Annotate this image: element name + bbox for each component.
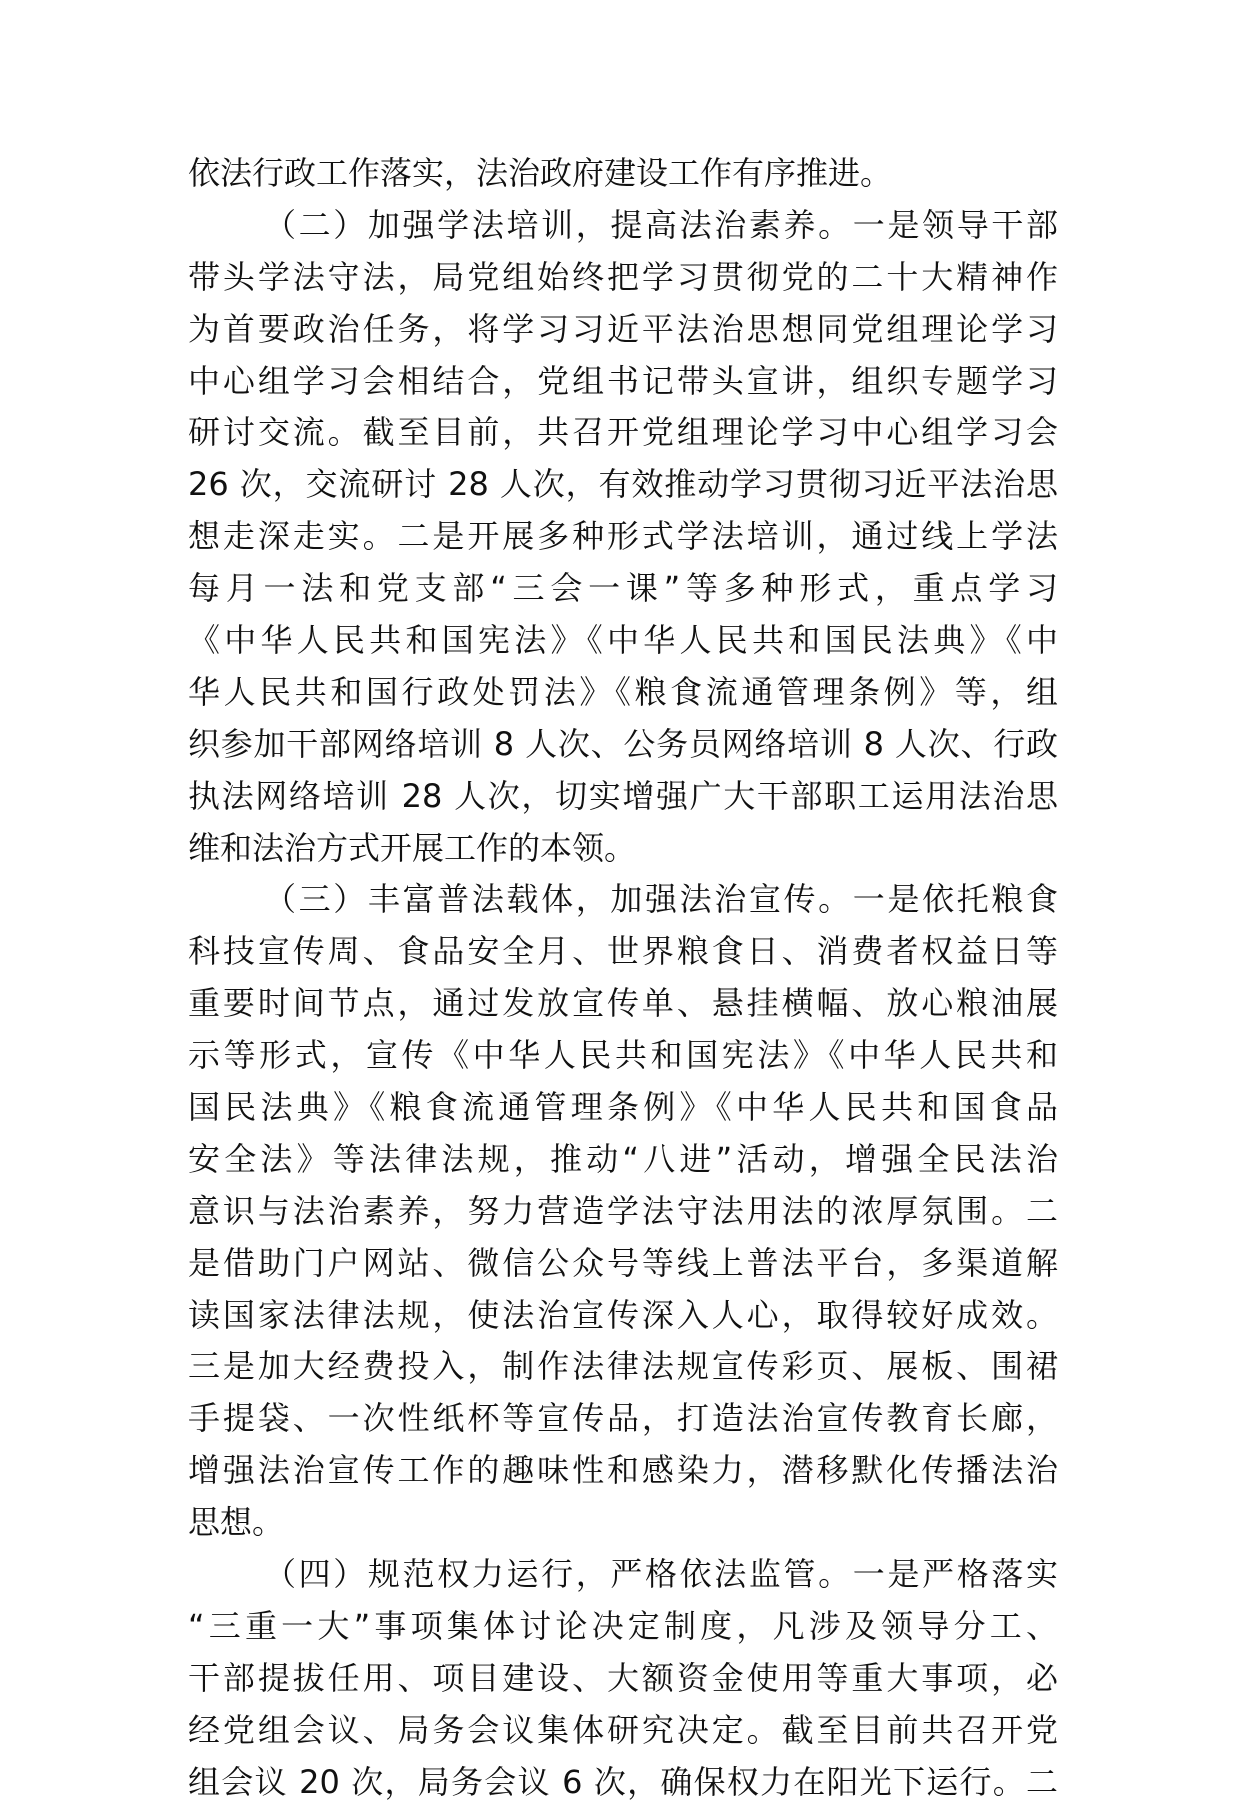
text-line: 增强法治宣传工作的趣味性和感染力，潜移默化传播法治: [188, 1451, 1058, 1490]
text-line: 组会议 20 次，局务会议 6 次，确保权力在阳光下运行。二: [188, 1762, 1058, 1801]
text-line: 带头学法守法，局党组始终把学习贯彻党的二十大精神作: [188, 257, 1058, 296]
text-line: 织参加干部网络培训 8 人次、公务员网络培训 8 人次、行政: [188, 724, 1058, 763]
text-line: 为首要政治任务，将学习习近平法治思想同党组理论学习: [188, 309, 1058, 348]
text-line: 华人民共和国行政处罚法》《粮食流通管理条例》等，组: [188, 672, 1058, 711]
text-line: 思想。: [188, 1503, 285, 1542]
text-line: 执法网络培训 28 人次，切实增强广大干部职工运用法治思: [188, 776, 1058, 815]
text-line: 重要时间节点，通过发放宣传单、悬挂横幅、放心粮油展: [188, 984, 1058, 1023]
text-line: 26 次，交流研讨 28 人次，有效推动学习贯彻习近平法治思: [188, 465, 1058, 504]
text-line: 干部提拔任用、项目建设、大额资金使用等重大事项，必: [188, 1658, 1058, 1697]
text-line: 科技宣传周、食品安全月、世界粮食日、消费者权益日等: [188, 932, 1058, 971]
text-line: 示等形式，宣传《中华人民共和国宪法》《中华人民共和: [188, 1036, 1058, 1075]
paragraph-first-line: （三）丰富普法载体，加强法治宣传。一是依托粮食: [264, 880, 1058, 919]
text-line: 国民法典》《粮食流通管理条例》《中华人民共和国食品: [188, 1088, 1058, 1127]
text-line: 三是加大经费投入，制作法律法规宣传彩页、展板、围裙: [188, 1347, 1058, 1386]
text-line: 读国家法律法规，使法治宣传深入人心，取得较好成效。: [188, 1295, 1058, 1334]
text-line: “三重一大”事项集体讨论决定制度，凡涉及领导分工、: [188, 1606, 1058, 1645]
paragraph-first-line: （四）规范权力运行，严格依法监管。一是严格落实: [264, 1555, 1058, 1594]
document-body: [188, 148, 1058, 1809]
text-line: 意识与法治素养，努力营造学法守法用法的浓厚氛围。二: [188, 1191, 1058, 1230]
text-line: 是借助门户网站、微信公众号等线上普法平台，多渠道解: [188, 1243, 1058, 1282]
text-line: 想走深走实。二是开展多种形式学法培训，通过线上学法: [188, 517, 1058, 556]
text-line: 经党组会议、局务会议集体研究决定。截至目前共召开党: [188, 1710, 1058, 1749]
text-line: 每月一法和党支部“三会一课”等多种形式，重点学习: [188, 569, 1058, 608]
text-line: 维和法治方式开展工作的本领。: [188, 828, 637, 867]
paragraph-first-line: （二）加强学法培训，提高法治素养。一是领导干部: [264, 205, 1058, 244]
text-line: 《中华人民共和国宪法》《中华人民共和国民法典》《中: [188, 621, 1058, 660]
text-line: 中心组学习会相结合，党组书记带头宣讲，组织专题学习: [188, 361, 1058, 400]
text-line: 手提袋、一次性纸杯等宣传品，打造法治宣传教育长廊，: [188, 1399, 1058, 1438]
text-line: 研讨交流。截至目前，共召开党组理论学习中心组学习会: [188, 413, 1058, 452]
text-line: 依法行政工作落实，法治政府建设工作有序推进。: [188, 154, 893, 192]
text-line: 安全法》等法律法规，推动“八进”活动，增强全民法治: [188, 1139, 1058, 1178]
